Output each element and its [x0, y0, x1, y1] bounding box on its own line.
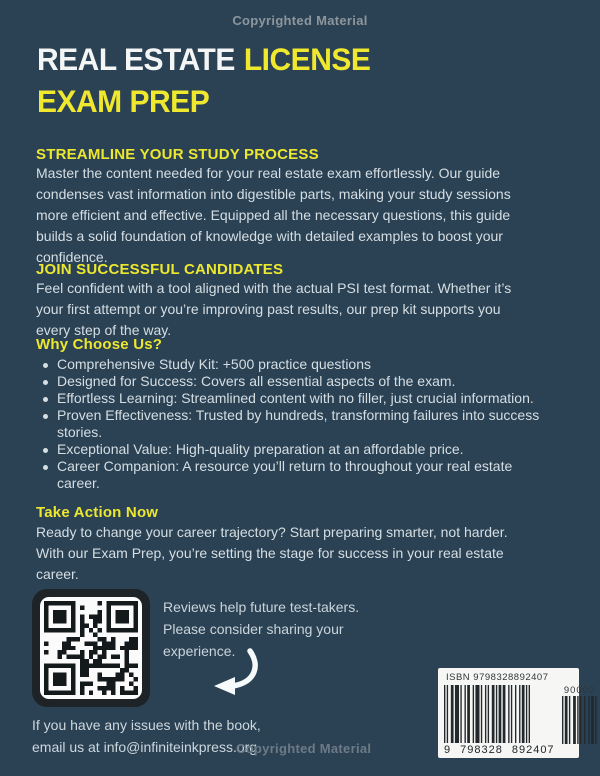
- support-note-line1: If you have any issues with the book,: [32, 717, 261, 733]
- barcode-digit-group1: 798328: [460, 744, 503, 756]
- list-item: Effortless Learning: Streamlined content with no filler, just crucial information.: [36, 390, 541, 407]
- barcode-row: [444, 685, 596, 756]
- barcode-digit-left: 9: [444, 744, 452, 756]
- barcode: [438, 668, 596, 758]
- list-item: Comprehensive Study Kit: +500 practice questions: [36, 356, 541, 373]
- why-choose-heading: Why Choose Us?: [36, 336, 163, 353]
- copyright-material-bottom: Copyrighted Material: [236, 741, 372, 756]
- barcode-digits: [444, 744, 555, 756]
- take-action-body: Ready to change your career trajectory? Start preparing smarter, not harder. With our Exam Prep, you’re setting the stage for success in your real estate career.: [36, 524, 508, 582]
- title-line-2: EXAM PREP: [37, 84, 210, 120]
- section-candidates-heading: JOIN SUCCESSFUL CANDIDATES: [36, 261, 284, 278]
- title-license: LICENSE: [243, 43, 371, 78]
- section-streamline-body: Master the content needed for your real estate exam effortlessly. Our guide condenses vast information into digestible parts, making your study sessions more efficient and effective. Equipped all the necessary questions, this guide builds a solid foundation of knowledge with detailed examples to boost your confidence.: [36, 165, 511, 265]
- barcode-addon-label: 90000: [563, 685, 596, 696]
- barcode-digit-group2: 892407: [511, 744, 555, 756]
- copyright-material-top: Copyrighted Material: [232, 13, 368, 28]
- support-note: [32, 715, 261, 758]
- why-choose-list: [36, 356, 541, 492]
- qr-code-inner: [40, 597, 142, 699]
- list-item: Career Companion: A resource you’ll return to throughout your real estate career.: [36, 458, 541, 492]
- list-item: Designed for Success: Covers all essential aspects of the exam.: [36, 373, 541, 390]
- section-candidates-body: Feel confident with a tool aligned with the actual PSI test format. Whether it’s your first attempt or you’re improving past results, our prep kit supports you every step of the way.: [36, 280, 512, 338]
- book-title: [37, 40, 370, 123]
- isbn-label: ISBN 9798328892407: [446, 672, 549, 683]
- barcode-main-column: [444, 685, 555, 756]
- barcode-addon-column: [555, 685, 598, 744]
- barcode-addon-bars: [562, 696, 598, 744]
- list-item: Exceptional Value: High-quality preparation at an affordable price.: [36, 441, 541, 458]
- support-note-line2: email us at info@infiniteinkpress.org: [32, 738, 258, 755]
- section-streamline-heading: STREAMLINE YOUR STUDY PROCESS: [36, 146, 319, 163]
- take-action-heading: Take Action Now: [36, 504, 159, 521]
- barcode-bars: [444, 685, 530, 743]
- qr-code-icon: [32, 589, 150, 707]
- title-line-1: [37, 40, 370, 82]
- curved-arrow-icon: [201, 646, 261, 702]
- review-note: Reviews help future test-takers. Please consider sharing your experience.: [163, 599, 360, 659]
- title-real-estate: REAL ESTATE: [37, 43, 235, 78]
- list-item: Proven Effectiveness: Trusted by hundreds, transforming failures into success stories.: [36, 407, 541, 441]
